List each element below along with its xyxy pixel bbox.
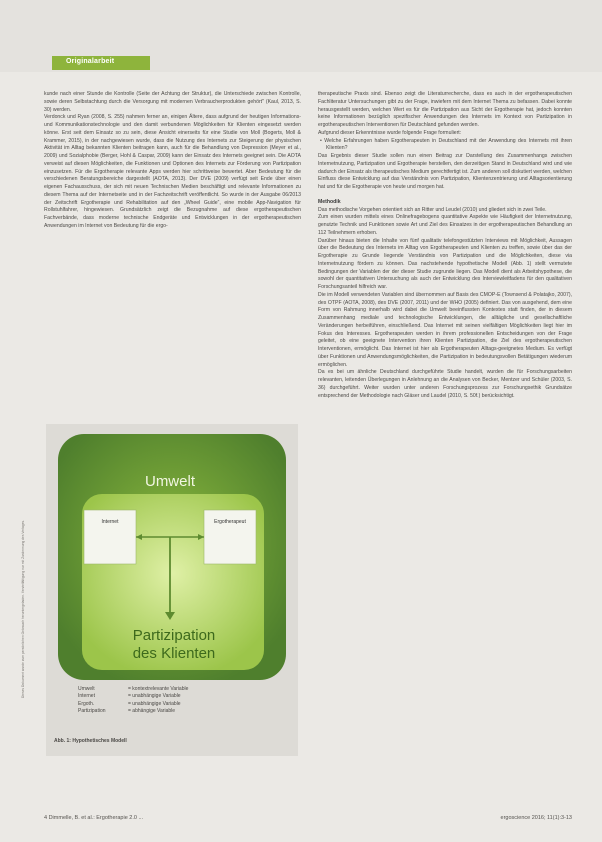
legend-desc: = kontextrelevante Variable	[128, 686, 189, 692]
methods-paragraph: Das methodische Vorgehen orientiert sich an Ritter und Leudel (2010) und gliedert sich in zwei Teile.	[318, 206, 547, 213]
legend-term: Umwelt	[78, 686, 95, 692]
methods-paragraph: Die im Modell verwendeten Variablen sind übernommen auf Basis des CMOP-E (Townsend & Polatajko, 2007), des OTPF (AOTA, 2008), des DVE (2007, 2011) und der WHO (2005) definiert. Das von ausgehend, dem eine Form von Rahmung innerhalb wird dabei die Umwelt beeinflussten Kontextes statt finden, der in diesem Zusammenhang mediale und technologische Entwicklungen, die alltägliche und gesellschaftliche Veränderungen herbeiführen, einschließend. Das Internet mit seinen vielfältigen Möglichkeiten liegt hier im Fokus des Interesses. Ergotherapeuten werden in ihrem professionellen Entscheidungen von der Frage geleitet, ob eine geeignete Intervention ihren Klienten Partizipation, die Ziel des ergotherapeutischen Interventionen, ermöglicht. Das Internet ist hier als Ergotherapeuten Alltags-geeignetes Medium. Es verfügt über Funktionen und Anwendungsmöglichkeiten, die Partizipation in bedeutungsvollen Betätigungen wiederum ermöglichen.	[318, 291, 572, 368]
legend-term: Partizipation	[78, 708, 106, 715]
sidebar-note: Dieses Dokument wurde zum persönlichen Gebrauch heruntergeladen. Vervielfältigung nur mit Zustimmung des Verlages.	[21, 519, 25, 698]
methods-paragraph: Darüber hinaus bieten die Inhalte von fünf qualitativ telefongestützten Interviews mit Möglichkeit, Aussagen über die Bedeutung des Internets im Alltag von Ergotherapeuten und Klienten zu treffen, sowie über das der Ergotherapie zu Grunde liegende Verständnis von Partizipation und die Möglichkeiten, diese via Internetnutzung fördern zu können. Das nachstehende hypothetische Modell (Abb. 1) stellt vermutete Bedingungen der Variablen der der dieser Studie zugrunde liegen. Das Modell dient als Arbeitshypothese, die sowohl der quantitativen Untersuchung als auch der Entwicklung des Interviewleitfadens für den qualitativen Forschungsanteil hilfreich war.	[318, 237, 572, 290]
legend-desc: = abhängige Variable	[128, 708, 176, 715]
section-label: Originalarbeit	[66, 58, 115, 65]
legend-item	[78, 701, 278, 708]
footer-citation: 4 Dimmelle, B. et al.: Ergotherapie 2.0 ...	[44, 815, 144, 821]
model-diagram	[46, 424, 298, 686]
participation-label: des Klienten	[132, 645, 216, 662]
participation-label: Partizipation	[132, 627, 216, 644]
right-column	[318, 91, 572, 400]
methods-heading: Methodik	[318, 198, 341, 205]
left-column	[44, 91, 301, 231]
right-paragraph: Aufgrund dieser Erkenntnisse wurde folgende Frage formuliert:	[318, 129, 462, 136]
research-question: • Welche Erfahrungen haben Ergotherapeuten in Deutschland mit der Anwendung des Internets mit ihren Klienten?	[320, 137, 572, 152]
legend-desc: = unabhängige Variable	[128, 700, 181, 707]
figure-legend	[78, 686, 278, 716]
right-paragraph: Das Ergebnis dieser Studie sollen nun einen Beitrag zur Darstellung des Zusammenhangs zwischen Internetnutzung, Partizipation und Ergotherapie herstellen, den derzeitigen Stand in Deutschland wird und wie dadurch der Einsatz als therapeutisches Medium gerechtfertigt ist. Zum anderen soll diskutiert werden, welchen Einfluss diese Entwicklung auf das Verständnis von Partizipation, Klientenzentrierung und Alltagsorientierung hat und für die Ergotherapie von heute und morgen hat.	[318, 153, 572, 190]
methods-paragraph: Zum einen wurden mittels eines Onlinefragebogens quantitative Aspekte wie Häufigkeit der Internetnutzung, genutzte Technik und Funktionen sowie Art und Ziel des Einsatzes in der ergotherapeutischen Behandlung an 112 Teilnehmern erhoben.	[318, 214, 572, 236]
legend-item	[78, 693, 278, 700]
footer-journal: ergoscience 2016; 11(1):3-13	[500, 815, 572, 821]
legend-term: Ergoth.	[78, 700, 95, 707]
methods-paragraph: Da es bei um ähnliche Deutschland durchgeführte Studie handelt, wurden die für Forschungsarbeiten relevanten, leitenden Überlegungen in Anlehnung an die Analysen von Becker, Mentzer und Schüler (2003, S. 36) durchgeführt. Weiter wurden unter anderen Forschungsprozess zur Forschungsethik Grundsätze entsprechend der Methodologie nach Gläser und Laudel (2010, S. 50f.) berücksichtigt.	[318, 369, 572, 399]
hypothetical-model-figure	[46, 424, 298, 756]
legend-item	[78, 686, 278, 693]
page-footer	[44, 815, 572, 825]
legend-term: Internet	[78, 693, 95, 700]
section-label-tab	[52, 56, 150, 70]
legend-item	[78, 708, 278, 715]
internet-label: Internet	[101, 519, 119, 525]
left-paragraph: Verdonck und Ryan (2008, S. 255) nahmen ferner an, einigen Ältere, dass aufgrund der heutigen Informations- und Kommunikationstechnologie und den damit verbundenen Möglichkeiten für Klienten eingesetzt werden könne. Erst seit dem Einsatz so zu sein, diese Ansicht einerseits für eine Studie von Moll (Bogerts, Moll & Krammer, 2015), in der nachgewiesen wurde, dass die Nutzung des Internets zur Steigerung der physischen Aktivität im Alltag bekannten Klienten beitragen kann, auch für die Behandlung von Depression (Meyer et al., 2009) und Sozialphobie (Berger, Hohl & Caspar, 2009) kann der Einsatz des Internets geeignet sein. Die AOTA verweist auf diesen Möglichkeiten, die Funktionen und Optionen des Internets zur Förderung von Partizipation einzusetzen. Für die Ergotherapie relevante Apps werden hier schrittweise bewertet. Aber Bedeutung für die verschiedenen Beratungsbereiche dargestellt (AOTA, 2013). Der DVE (2009) verfügt seit Ende über einen eigenen Fachausschuss, der sich mit neuen Technischen Medien beschäftigt und relevante Informationen zu diesem Thema auf der Internetseite und in der Fachzeitschrift veröffentlicht. So wurde in der Ausgabe 06/2013 der Zeitschrift Ergotherapie und Rehabilitation auf den „Wheel Guide“, eine mobile App-Navigation für Rollstuhlfahrer, hingewiesen. Grundsätzlich zeigt die Bezugnahme auf diese ergotherapeutischen Fachverbände, dass moderne technische Endgeräte und Entwicklungen in der ergotherapeutischen Anwendungen im Internet von Bedeutung für die ergo-	[44, 114, 301, 229]
legend-desc: = unabhängige Variable	[128, 693, 181, 700]
therapist-label: Ergotherapeut	[214, 519, 246, 525]
left-paragraph: kunde nach einer Stunde die Kontrolle (Seite der Achtung der Struktur), die Unterschiede zwischen Kontrolle, sowie deren Selbstachtung durch die Versorgung mit modernen Verbraucherprodukten gehört" (Kaul, 2013, S. 30) werden.	[44, 91, 301, 113]
environment-label: Umwelt	[144, 473, 196, 490]
right-paragraph: therapeutische Praxis sind. Ebenso zeigt die Literaturrecherche, dass es auch in der ergotherapeutischen Fachliteratur Untersuchungen gibt zu der Frage, inwiefern mit dem Internet Thema zu befassen. Dabei konnte herausgestellt werden, welchen Wert es für die Partizipation aus Sicht der Ergotherapie hat, jedoch konnten keine Informationen bezüglich spezifischer Anwendungen des Internets im Kontext von Partizipation in ergotherapeutischen Interventionen für Deutschland gefunden werden.	[318, 91, 572, 128]
figure-caption: Abb. 1: Hypothetisches Modell	[54, 738, 127, 744]
